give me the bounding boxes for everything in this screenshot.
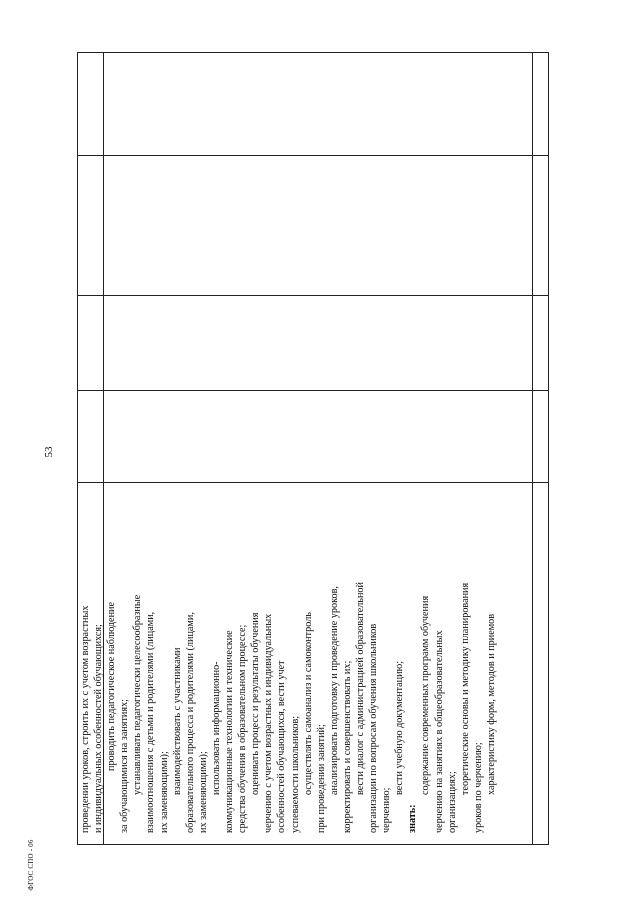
text-line: вести учебную документацию; — [394, 660, 406, 795]
text-line: взаимодействовать с участниками — [171, 647, 183, 795]
text-line: взаимоотношения с детьми и родителями (лицами, — [145, 611, 157, 833]
text-line: успеваемости школьников; — [289, 715, 301, 833]
text-line: корректировать и совершенствовать их; — [341, 660, 353, 833]
text-line: при проведении занятий; — [315, 724, 327, 833]
rotated-table-content — [79, 53, 539, 843]
text-line: характеристику форм, методов и приемов — [485, 613, 497, 795]
text-line: их заменяющими); — [158, 751, 170, 833]
page-number: 53 — [43, 446, 55, 458]
text-line: черчению с учетом возрастных и индивидуальных — [263, 613, 275, 833]
text-line: знать: — [407, 804, 419, 833]
text-line: содержание современных программ обучения — [420, 595, 432, 795]
text-line: теоретические основы и методику планирования — [459, 582, 471, 795]
text-line: вести диалог с администрацией образовательной — [354, 582, 366, 795]
text-line: и индивидуальных особенностей обучающихся; — [93, 624, 105, 833]
text-line: коммуникационные технологии и технические — [224, 630, 236, 833]
text-line: использовать информационно- — [210, 661, 222, 795]
competencies-text-cell — [79, 405, 640, 843]
text-line: организации по вопросам обучения школьников — [368, 623, 380, 833]
text-line: уроков по черчению; — [472, 742, 484, 833]
text-line: средства обучения в образовательном процессе; — [237, 624, 249, 833]
text-line: организациях; — [446, 771, 458, 833]
text-line: за обучающимися на занятиях; — [119, 699, 131, 833]
text-line: анализировать подготовку и проведение уроков, — [328, 586, 340, 795]
footer-document-code: ФГОС СПО - 06 — [27, 839, 35, 891]
text-line: образовательного процесса и родителями (лицами, — [184, 612, 196, 833]
text-line: черчению; — [381, 787, 393, 833]
text-line: проведении уроков, строить их с учетом возрастных — [80, 605, 91, 833]
text-line: проводить педагогическое наблюдение — [106, 601, 118, 771]
text-line: устанавливать педагогически целесообразные — [132, 594, 144, 795]
text-line: черчению на занятиях в общеобразовательных — [433, 630, 445, 833]
text-line: их заменяющими); — [197, 751, 209, 833]
text-line: оценивать процесс и результаты обучения — [250, 612, 262, 795]
text-line: особенностей обучающихся, вести учет — [276, 660, 288, 833]
text-line: осуществлять самоанализ и самоконтроль — [302, 612, 314, 795]
